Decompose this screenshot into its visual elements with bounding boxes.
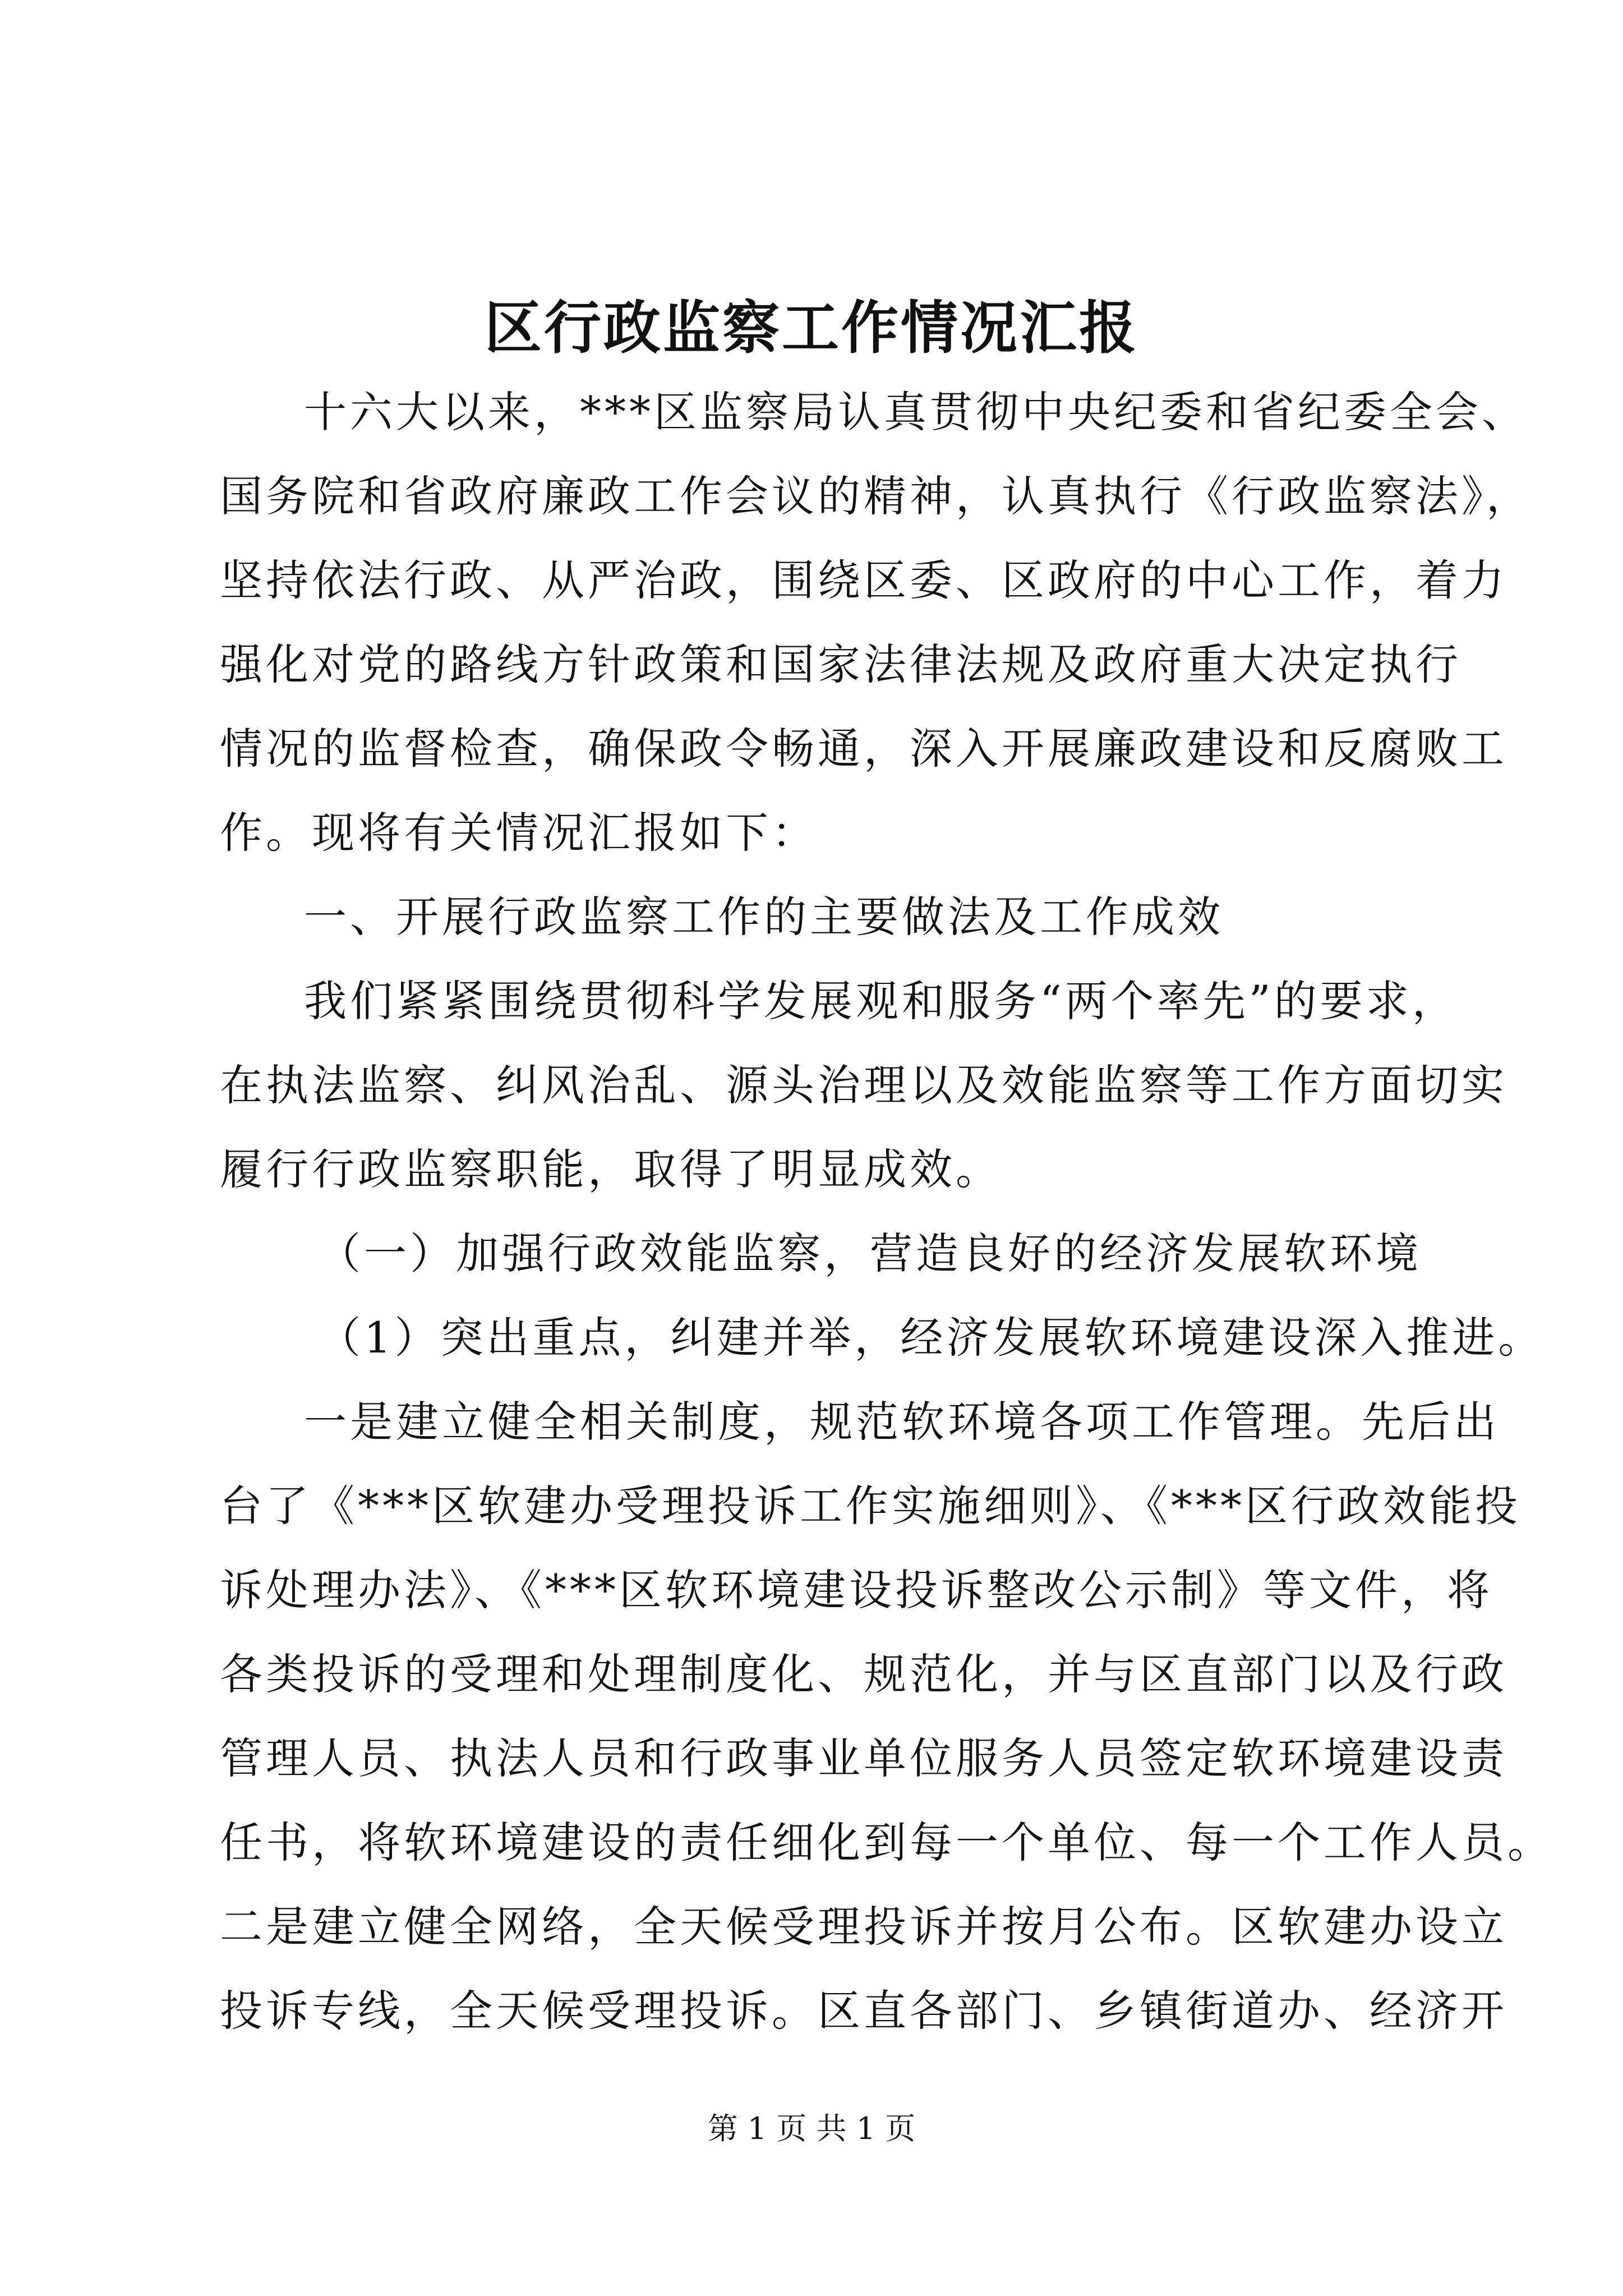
paragraph-line: 十六大以来，***区监察局认真贯彻中央纪委和省纪委全会、 [304,387,1528,437]
subsection-heading: （1）突出重点，纠建并举，经济发展软环境建设深入推进。 [318,1313,1544,1363]
paragraph-line: 管理人员、执法人员和行政事业单位服务人员签定软环境建设责 [220,1733,1507,1783]
paragraph-line: 投诉专线，全天候受理投诉。区直各部门、乡镇街道办、经济开 [220,1986,1507,2036]
section-heading: 一、开展行政监察工作的主要做法及工作成效 [304,892,1224,942]
paragraph-line: 强化对党的路线方针政策和国家法律法规及政府重大决定执行 [220,639,1461,689]
page-number-footer: 第 1 页 共 1 页 [707,2111,916,2146]
subsection-heading: （一）加强行政效能监察，营造良好的经济发展软环境 [318,1228,1422,1278]
paragraph-line: 国务院和省政府廉政工作会议的精神，认真执行《行政监察法》， [220,471,1532,521]
paragraph-line: 履行行政监察职能，取得了明显成效。 [220,1144,1002,1194]
paragraph-line: 台了《***区软建办受理投诉工作实施细则》、《***区行政效能投 [220,1481,1521,1531]
paragraph-line: 作。现将有关情况汇报如下： [220,808,818,858]
document-title: 区行政监察工作情况汇报 [485,295,1138,362]
paragraph-line: 任书，将软环境建设的责任细化到每一个单位、每一个工作人员。 [220,1818,1553,1867]
document-body [220,370,1553,2053]
paragraph-line: 各类投诉的受理和处理制度化、规范化，并与区直部门以及行政 [220,1649,1507,1699]
paragraph-line: 在执法监察、纠风治乱、源头治理以及效能监察等工作方面切实 [220,1060,1507,1110]
paragraph-line: 一是建立健全相关制度，规范软环境各项工作管理。先后出 [304,1397,1500,1447]
paragraph-line: 我们紧紧围绕贯彻科学发展观和服务“两个率先”的要求， [304,976,1458,1026]
paragraph-line: 二是建立健全网络，全天候受理投诉并按月公布。区软建办设立 [220,1902,1507,1952]
paragraph-line: 情况的监督检查，确保政令畅通，深入开展廉政建设和反腐败工 [220,724,1507,774]
paragraph-line: 坚持依法行政、从严治政，围绕区委、区政府的中心工作，着力 [220,555,1507,605]
paragraph-line: 诉处理办法》、《***区软环境建设投诉整改公示制》等文件，将 [220,1565,1493,1615]
